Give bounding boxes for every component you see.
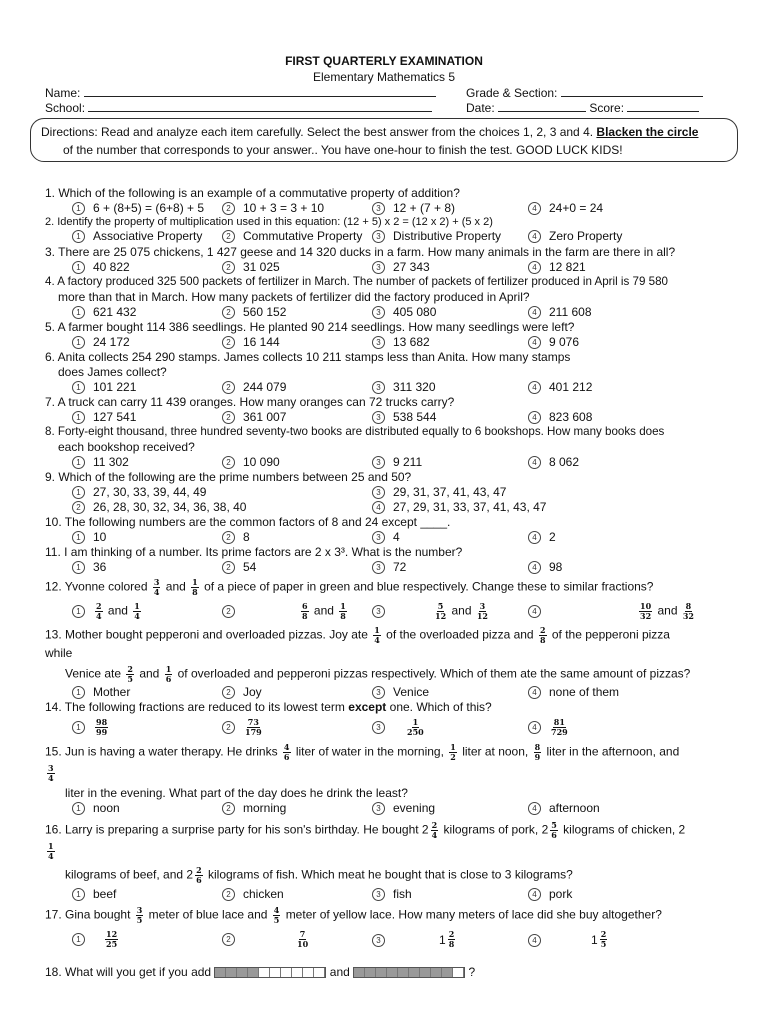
answer-circle-icon[interactable]: 1 xyxy=(72,561,85,574)
q4-option-3[interactable]: 3 405 080 xyxy=(372,305,436,319)
q8-option-2[interactable]: 2 10 090 xyxy=(222,455,280,469)
bar-segment xyxy=(398,968,409,977)
question-11: 11. I am thinking of a number. Its prime factors are 2 x 3³. What is the number? xyxy=(45,545,463,559)
answer-circle-icon[interactable]: 4 xyxy=(528,934,541,947)
q13-option-3[interactable]: 3 Venice xyxy=(372,685,429,699)
bar-segment xyxy=(442,968,453,977)
answer-circle-icon[interactable]: 4 xyxy=(528,531,541,544)
answer-circle-icon[interactable]: 4 xyxy=(528,202,541,215)
question-16-wrap: $\frac{1}{4}$ xyxy=(48,841,54,861)
fraction: $\frac{1}{8}$ xyxy=(192,577,198,597)
date-label: Date: xyxy=(466,101,495,115)
answer-circle-icon[interactable]: 4 xyxy=(528,411,541,424)
fraction-bar-2 xyxy=(353,967,465,978)
answer-circle-icon[interactable]: 2 xyxy=(72,501,85,514)
grade-row xyxy=(466,86,703,100)
question-9: 9. Which of the following are the prime numbers between 25 and 50? xyxy=(45,470,412,484)
answer-circle-icon[interactable]: 4 xyxy=(528,561,541,574)
q5-option-3[interactable]: 3 13 682 xyxy=(372,335,430,349)
question-14: 14. The following fractions are reduced to its lowest term except one. Which of this? xyxy=(45,700,492,714)
question-6-cont: does James collect? xyxy=(58,365,167,379)
answer-circle-icon[interactable]: 4 xyxy=(528,306,541,319)
q14-option-2[interactable]: 2 $\frac{73}{179}$ xyxy=(222,718,264,737)
bar-segment xyxy=(281,968,292,977)
q3-option-4[interactable]: 4 12 821 xyxy=(528,260,586,274)
q5-option-1[interactable]: 1 24 172 xyxy=(72,335,130,349)
school-row xyxy=(45,101,432,115)
q7-option-3[interactable]: 3 538 544 xyxy=(372,410,436,424)
answer-circle-icon[interactable]: 2 xyxy=(222,802,235,815)
q12-option-1[interactable]: 1 $\frac{2}{4}$ and $\frac{1}{4}$ xyxy=(72,602,143,621)
question-13-cont: Venice ate $\frac{2}{5}$ and $\frac{1}{6}$ of overloaded and pepperoni pizzas respectively. Which of them ate the same amount of pizzas? xyxy=(65,664,691,684)
bar-segment xyxy=(314,968,325,977)
answer-circle-icon[interactable]: 3 xyxy=(372,802,385,815)
answer-circle-icon[interactable]: 1 xyxy=(72,721,85,734)
q15-option-1[interactable]: 1 noon xyxy=(72,801,120,815)
q6-option-4[interactable]: 4 401 212 xyxy=(528,380,592,394)
question-8-cont: each bookshop received? xyxy=(58,440,195,454)
q5-option-4[interactable]: 4 9 076 xyxy=(528,335,579,349)
q16-option-4[interactable]: 4 pork xyxy=(528,887,572,901)
q6-option-3[interactable]: 3 311 320 xyxy=(372,380,436,394)
q2-option-2[interactable]: 2 Commutative Property xyxy=(222,229,362,243)
q10-option-4[interactable]: 4 2 xyxy=(528,530,556,544)
bar-segment xyxy=(354,968,365,977)
q10-option-3[interactable]: 3 4 xyxy=(372,530,400,544)
q7-option-2[interactable]: 2 361 007 xyxy=(222,410,286,424)
question-17: 17. Gina bought $\frac{3}{5}$ meter of blue lace and $\frac{4}{5}$ meter of yellow lace. How many meters of lace did she buy altogether? xyxy=(45,905,662,925)
answer-circle-icon[interactable]: 3 xyxy=(372,202,385,215)
name-label: Name: xyxy=(45,86,81,100)
q7-option-1[interactable]: 1 127 541 xyxy=(72,410,136,424)
bar-segment xyxy=(292,968,303,977)
answer-circle-icon[interactable]: 2 xyxy=(222,202,235,215)
answer-circle-icon[interactable]: 4 xyxy=(528,381,541,394)
q15-option-2[interactable]: 2 morning xyxy=(222,801,286,815)
bar-segment xyxy=(376,968,387,977)
answer-circle-icon[interactable]: 2 xyxy=(222,456,235,469)
bar-segment xyxy=(365,968,376,977)
q2-option-4[interactable]: 4 Zero Property xyxy=(528,229,622,243)
directions-line2: of the number that corresponds to your answer.. You have one-hour to finish the test. GOOD LUCK KIDS! xyxy=(63,143,623,157)
q15-option-3[interactable]: 3 evening xyxy=(372,801,435,815)
question-2: 2. Identify the property of multiplication used in this equation: (12 + 5) x 2 = (12 x 2) + (5 x 2) xyxy=(45,216,493,228)
q5-option-2[interactable]: 2 16 144 xyxy=(222,335,280,349)
question-8: 8. Forty-eight thousand, three hundred seventy-two books are distributed equally to 6 bookshops. How many books does xyxy=(45,425,665,438)
answer-circle-icon[interactable]: 3 xyxy=(372,561,385,574)
answer-circle-icon[interactable]: 1 xyxy=(72,202,85,215)
question-16-cont: kilograms of beef, and 2 $\frac{2}{6}$ kilograms of fish. Which meat he bought that is close to 3 kilograms? xyxy=(65,865,573,885)
answer-circle-icon[interactable]: 4 xyxy=(528,456,541,469)
answer-circle-icon[interactable]: 2 xyxy=(222,336,235,349)
fraction-bar-1 xyxy=(214,967,326,978)
bar-segment xyxy=(248,968,259,977)
answer-circle-icon[interactable]: 2 xyxy=(222,261,235,274)
bar-segment xyxy=(453,968,464,977)
directions-line1: Directions: Read and analyze each item carefully. Select the best answer from the choices 1, 2, 3 and 4. xyxy=(41,125,594,139)
question-15-cont: liter in the evening. What part of the day does he drink the least? xyxy=(65,786,408,800)
answer-circle-icon[interactable]: 3 xyxy=(372,486,385,499)
q1-option-4[interactable]: 4 24+0 = 24 xyxy=(528,201,603,215)
answer-circle-icon[interactable]: 4 xyxy=(528,686,541,699)
answer-circle-icon[interactable]: 3 xyxy=(372,721,385,734)
answer-circle-icon[interactable]: 3 xyxy=(372,381,385,394)
question-18: 18. What will you get if you add and ? xyxy=(45,965,476,979)
q15-option-4[interactable]: 4 afternoon xyxy=(528,801,600,815)
question-1: 1. Which of the following is an example of a commutative property of addition? xyxy=(45,186,460,200)
q4-option-2[interactable]: 2 560 152 xyxy=(222,305,286,319)
question-15: 15. Jun is having a water therapy. He drinks $\frac{4}{6}$ liter of water in the morning, $\frac{1}{2}$ liter at noon, $\frac{8}{9}$ liter in the afternoon, and xyxy=(45,742,680,762)
answer-circle-icon[interactable]: 1 xyxy=(72,605,85,618)
answer-circle-icon[interactable]: 3 xyxy=(372,605,385,618)
answer-circle-icon[interactable]: 2 xyxy=(222,381,235,394)
answer-circle-icon[interactable]: 2 xyxy=(222,888,235,901)
answer-circle-icon[interactable]: 1 xyxy=(72,230,85,243)
directions-box xyxy=(30,118,738,162)
q10-option-2[interactable]: 2 8 xyxy=(222,530,250,544)
answer-circle-icon[interactable]: 1 xyxy=(72,456,85,469)
q1-option-1[interactable]: 1 6 + (8+5) = (6+8) + 5 xyxy=(72,201,204,215)
q4-option-4[interactable]: 4 211 608 xyxy=(528,305,592,319)
bar-segment xyxy=(270,968,281,977)
q11-option-2[interactable]: 2 54 xyxy=(222,560,256,574)
q10-option-1[interactable]: 1 10 xyxy=(72,530,106,544)
question-3: 3. There are 25 075 chickens, 1 427 geese and 14 320 ducks in a farm. How many animals in the farm are there in all? xyxy=(45,245,676,259)
q9-option-2[interactable]: 2 26, 28, 30, 32, 34, 36, 38, 40 xyxy=(72,500,246,514)
answer-circle-icon[interactable]: 2 xyxy=(222,411,235,424)
answer-circle-icon[interactable]: 4 xyxy=(528,261,541,274)
answer-circle-icon[interactable]: 3 xyxy=(372,686,385,699)
answer-circle-icon[interactable]: 1 xyxy=(72,336,85,349)
answer-circle-icon[interactable]: 4 xyxy=(372,501,385,514)
answer-circle-icon[interactable]: 4 xyxy=(528,230,541,243)
q4-option-1[interactable]: 1 621 432 xyxy=(72,305,136,319)
school-label: School: xyxy=(45,101,86,115)
q16-option-1[interactable]: 1 beef xyxy=(72,887,116,901)
answer-circle-icon[interactable]: 1 xyxy=(72,306,85,319)
question-13-wrap: while xyxy=(45,646,73,660)
q8-option-3[interactable]: 3 9 211 xyxy=(372,455,422,469)
grade-field[interactable] xyxy=(561,86,703,97)
q14-option-1[interactable]: 1 $\frac{98}{99}$ xyxy=(72,718,110,737)
question-13: 13. Mother bought pepperoni and overloaded pizzas. Joy ate $\frac{1}{4}$ of the overloaded pizza and $\frac{2}{8}$ of the pepperoni pizza xyxy=(45,625,670,645)
q8-option-4[interactable]: 4 8 062 xyxy=(528,455,579,469)
answer-circle-icon[interactable]: 3 xyxy=(372,411,385,424)
question-4: 4. A factory produced 325 500 packets of fertilizer in March. The number of packets of fertilizer produced in April is 79 580 xyxy=(45,275,668,288)
name-field[interactable] xyxy=(84,86,436,97)
date-score-row xyxy=(466,101,699,115)
answer-circle-icon[interactable]: 3 xyxy=(372,306,385,319)
q16-option-2[interactable]: 2 chicken xyxy=(222,887,284,901)
bar-segment xyxy=(215,968,226,977)
q17-option-2[interactable]: 2 $\frac{7}{10}$ xyxy=(222,930,310,949)
answer-circle-icon[interactable]: 3 xyxy=(372,531,385,544)
school-field[interactable] xyxy=(88,101,432,112)
question-10: 10. The following numbers are the common factors of 8 and 24 except ____. xyxy=(45,515,451,529)
q11-option-1[interactable]: 1 36 xyxy=(72,560,106,574)
q13-option-1[interactable]: 1 Mother xyxy=(72,685,130,699)
q7-option-4[interactable]: 4 823 608 xyxy=(528,410,592,424)
answer-circle-icon[interactable]: 2 xyxy=(222,933,235,946)
question-6: 6. Anita collects 254 290 stamps. James collects 10 211 stamps less than Anita. How many stamps xyxy=(45,350,571,364)
q3-option-3[interactable]: 3 27 343 xyxy=(372,260,430,274)
bar-segment xyxy=(259,968,270,977)
answer-circle-icon[interactable]: 2 xyxy=(222,531,235,544)
answer-circle-icon[interactable]: 2 xyxy=(222,561,235,574)
bar-segment xyxy=(409,968,420,977)
q12-option-3[interactable]: 3 $\frac{5}{12}$ and $\frac{3}{12}$ xyxy=(372,602,490,621)
answer-circle-icon[interactable]: 2 xyxy=(222,605,235,618)
grade-label: Grade & Section: xyxy=(466,86,558,100)
answer-circle-icon[interactable]: 1 xyxy=(72,486,85,499)
answer-circle-icon[interactable]: 4 xyxy=(528,605,541,618)
answer-circle-icon[interactable]: 3 xyxy=(372,888,385,901)
answer-circle-icon[interactable]: 1 xyxy=(72,686,85,699)
q9-option-4[interactable]: 4 27, 29, 31, 33, 37, 41, 43, 47 xyxy=(372,500,546,514)
question-16: 16. Larry is preparing a surprise party for his son's birthday. He bought 2 $\frac{2}{4}$ kilograms of pork, 2 $\frac{5}{6}$ kilograms of chicken, 2 xyxy=(45,820,686,840)
bar-segment xyxy=(387,968,398,977)
q9-option-3[interactable]: 3 29, 31, 37, 41, 43, 47 xyxy=(372,485,506,499)
answer-circle-icon[interactable]: 1 xyxy=(72,531,85,544)
answer-circle-icon[interactable]: 3 xyxy=(372,261,385,274)
q3-option-1[interactable]: 1 40 822 xyxy=(72,260,130,274)
q13-option-4[interactable]: 4 none of them xyxy=(528,685,619,699)
question-12: 12. Yvonne colored $\frac{3}{4}$ and $\frac{1}{8}$ of a piece of paper in green and blue respectively. Change these to similar fractions? xyxy=(45,577,654,597)
q12-option-2[interactable]: 2 $\frac{6}{8}$ and $\frac{1}{8}$ xyxy=(222,602,349,621)
q16-option-3[interactable]: 3 fish xyxy=(372,887,412,901)
bar-segment xyxy=(303,968,314,977)
q11-option-3[interactable]: 3 72 xyxy=(372,560,406,574)
bar-segment xyxy=(431,968,442,977)
q14-option-3[interactable]: 3 $\frac{1}{250}$ xyxy=(372,718,426,737)
q17-option-3[interactable]: 3 1 $\frac{2}{8}$ xyxy=(372,930,457,949)
fraction: $\frac{3}{4}$ xyxy=(153,577,160,597)
q1-option-2[interactable]: 2 10 + 3 = 3 + 10 xyxy=(222,201,324,215)
q12-option-4[interactable]: 4 $\frac{10}{32}$ and $\frac{8}{32}$ xyxy=(528,602,696,621)
answer-circle-icon[interactable]: 4 xyxy=(528,802,541,815)
q3-option-2[interactable]: 2 31 025 xyxy=(222,260,280,274)
answer-circle-icon[interactable]: 4 xyxy=(528,336,541,349)
bar-segment xyxy=(226,968,237,977)
question-7: 7. A truck can carry 11 439 oranges. How many oranges can 72 trucks carry? xyxy=(45,395,455,409)
name-row xyxy=(45,86,436,100)
q6-option-1[interactable]: 1 101 221 xyxy=(72,380,136,394)
date-field[interactable] xyxy=(498,101,586,112)
answer-circle-icon[interactable]: 2 xyxy=(222,686,235,699)
answer-circle-icon[interactable]: 3 xyxy=(372,934,385,947)
q2-option-1[interactable]: 1 Associative Property xyxy=(72,229,202,243)
answer-circle-icon[interactable]: 2 xyxy=(222,306,235,319)
q14-option-4[interactable]: 4 $\frac{81}{729}$ xyxy=(528,718,570,737)
q2-option-3[interactable]: 3 Distributive Property xyxy=(372,229,501,243)
answer-circle-icon[interactable]: 4 xyxy=(528,721,541,734)
answer-circle-icon[interactable]: 1 xyxy=(72,381,85,394)
score-label: Score: xyxy=(589,101,625,115)
answer-circle-icon[interactable]: 1 xyxy=(72,888,85,901)
directions-emphasis: Blacken the circle xyxy=(596,125,699,139)
q11-option-4[interactable]: 4 98 xyxy=(528,560,562,574)
answer-circle-icon[interactable]: 1 xyxy=(72,933,85,946)
answer-circle-icon[interactable]: 3 xyxy=(372,456,385,469)
question-15-wrap: $\frac{3}{4}$ xyxy=(48,763,54,783)
answer-circle-icon[interactable]: 1 xyxy=(72,261,85,274)
exam-subtitle: Elementary Mathematics 5 xyxy=(312,70,456,84)
answer-circle-icon[interactable]: 3 xyxy=(372,230,385,243)
answer-circle-icon[interactable]: 2 xyxy=(222,230,235,243)
q9-option-1[interactable]: 1 27, 30, 33, 39, 44, 49 xyxy=(72,485,206,499)
answer-circle-icon[interactable]: 1 xyxy=(72,411,85,424)
bar-segment xyxy=(420,968,431,977)
answer-circle-icon[interactable]: 1 xyxy=(72,802,85,815)
answer-circle-icon[interactable]: 3 xyxy=(372,336,385,349)
answer-circle-icon[interactable]: 4 xyxy=(528,888,541,901)
question-5: 5. A farmer bought 114 386 seedlings. He planted 90 214 seedlings. How many seedlings were left? xyxy=(45,320,575,334)
q6-option-2[interactable]: 2 244 079 xyxy=(222,380,286,394)
q13-option-2[interactable]: 2 Joy xyxy=(222,685,262,699)
score-field[interactable] xyxy=(627,101,699,112)
bar-segment xyxy=(237,968,248,977)
q1-option-3[interactable]: 3 12 + (7 + 8) xyxy=(372,201,455,215)
question-4-cont: more than that in March. How many packets of fertilizer did the factory produced in April? xyxy=(58,290,530,304)
answer-circle-icon[interactable]: 2 xyxy=(222,721,235,734)
q17-option-4[interactable]: 4 1 $\frac{2}{5}$ xyxy=(528,930,609,949)
exam-title: FIRST QUARTERLY EXAMINATION xyxy=(285,54,483,68)
q8-option-1[interactable]: 1 11 302 xyxy=(72,455,129,469)
q17-option-1[interactable]: 1 $\frac{12}{25}$ xyxy=(72,930,120,949)
